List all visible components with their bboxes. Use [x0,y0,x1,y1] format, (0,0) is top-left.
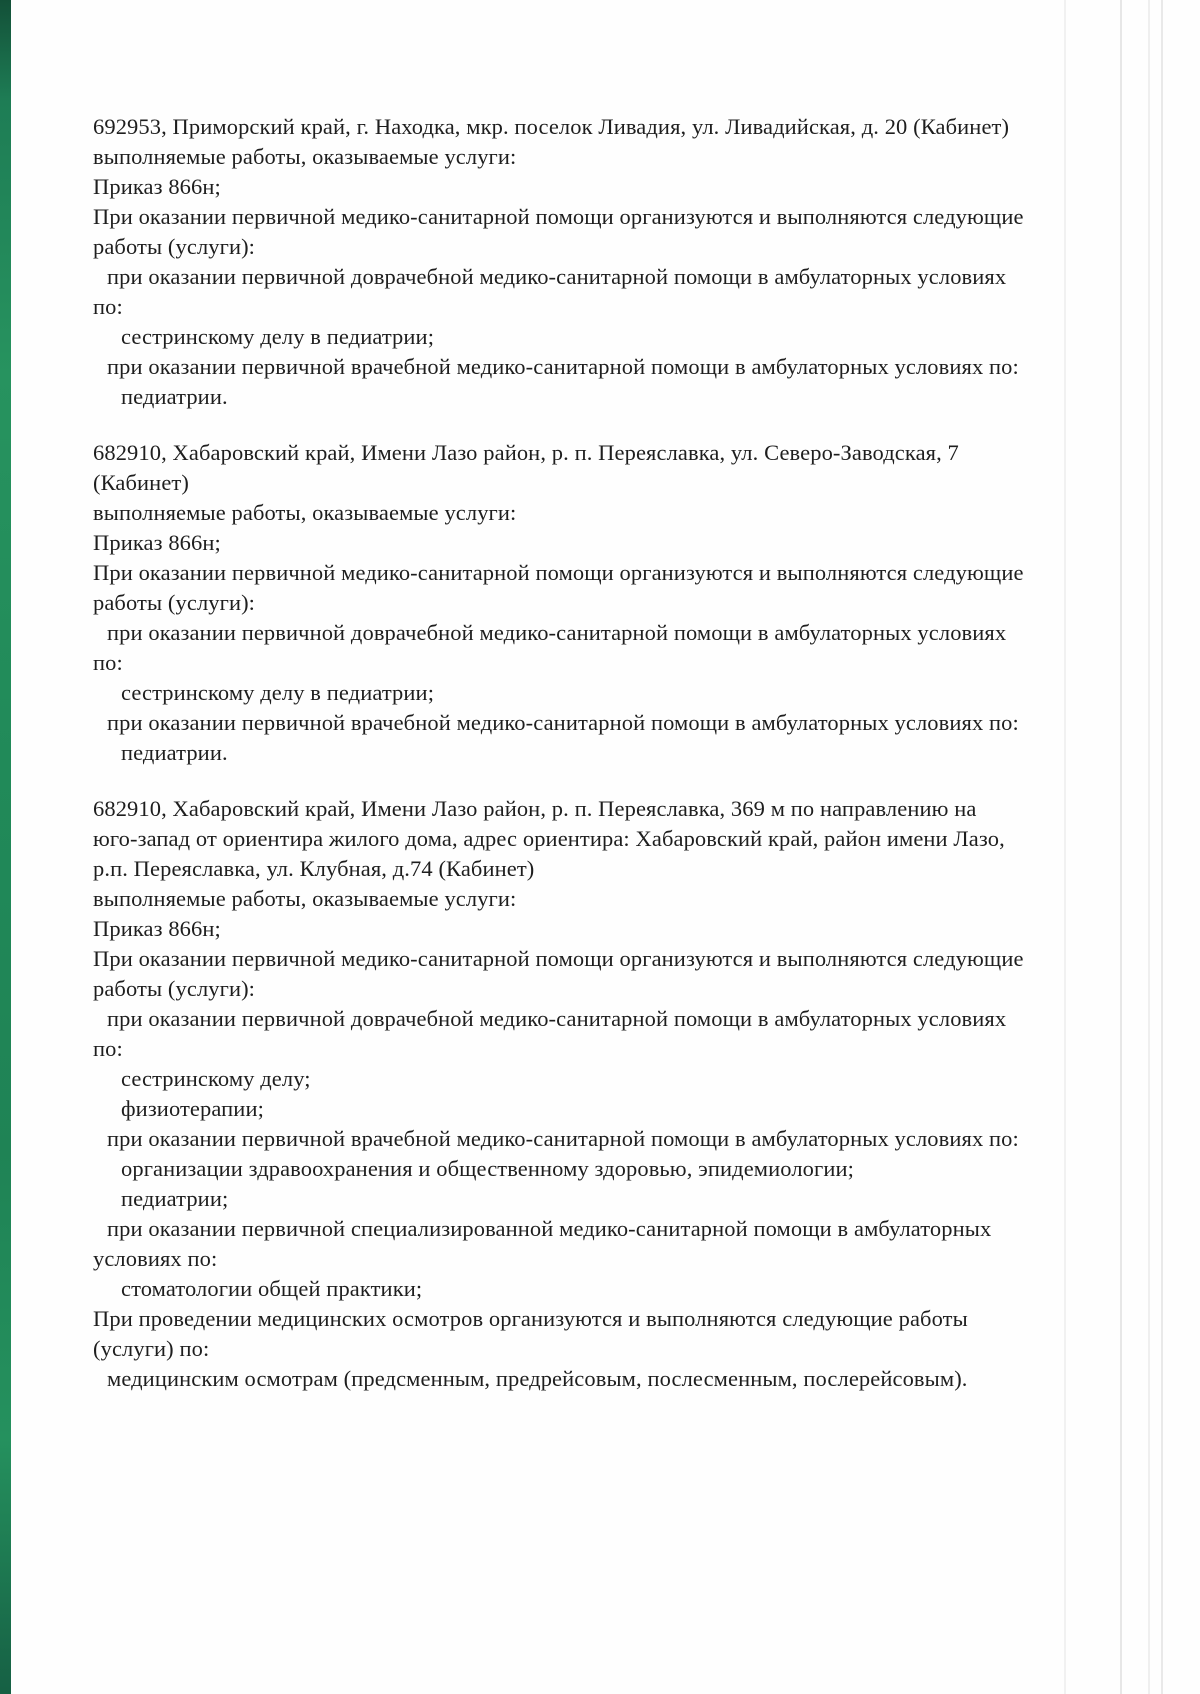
scan-artifact-line [1148,0,1150,1694]
text-line: работы (услуги): [93,590,256,615]
scan-artifact-line [1161,0,1163,1694]
text-line: медицинским осмотрам (предсменным, предрейсовым, послесменным, послерейсовым). [107,1366,968,1391]
text-line: (Кабинет) [93,470,189,495]
text-line: по: [93,294,123,319]
text-line: педиатрии. [121,384,228,409]
text-line: при оказании первичной специализированной медико-санитарной помощи в амбулаторных [107,1216,992,1241]
text-line: выполняемые работы, оказываемые услуги: [93,500,517,525]
address-block [93,438,1093,768]
text-line: выполняемые работы, оказываемые услуги: [93,144,517,169]
text-line: (услуги) по: [93,1336,210,1361]
text-line: педиатрии; [121,1186,229,1211]
text-line: При оказании первичной медико-санитарной помощи организуются и выполняются следующие [93,560,1024,585]
text-line: сестринскому делу; [121,1066,311,1091]
text-line: работы (услуги): [93,976,256,1001]
text-line: р.п. Переяславка, ул. Клубная, д.74 (Кабинет) [93,856,535,881]
text-line: организации здравоохранения и общественному здоровью, эпидемиологии; [121,1156,854,1181]
text-line: 682910, Хабаровский край, Имени Лазо район, р. п. Переяславка, ул. Северо-Заводская, 7 [93,440,959,465]
text-line: сестринскому делу в педиатрии; [121,680,435,705]
text-line: Приказ 866н; [93,174,221,199]
text-line: при оказании первичной доврачебной медико-санитарной помощи в амбулаторных условиях [107,264,1007,289]
text-line: при оказании первичной врачебной медико-санитарной помощи в амбулаторных условиях по: [107,710,1019,735]
text-line: 692953, Приморский край, г. Находка, мкр. поселок Ливадия, ул. Ливадийская, д. 20 (Кабинет) [93,114,1010,139]
text-line: юго-запад от ориентира жилого дома, адрес ориентира: Хабаровский край, район имени Лазо, [93,826,1005,851]
text-line: условиях по: [93,1246,218,1271]
text-line: при оказании первичной врачебной медико-санитарной помощи в амбулаторных условиях по: [107,354,1019,379]
text-line: Приказ 866н; [93,916,221,941]
text-line: по: [93,1036,123,1061]
address-block [93,794,1093,1394]
text-line: при оказании первичной доврачебной медико-санитарной помощи в амбулаторных условиях [107,620,1007,645]
text-line: выполняемые работы, оказываемые услуги: [93,886,517,911]
text-line: при оказании первичной доврачебной медико-санитарной помощи в амбулаторных условиях [107,1006,1007,1031]
text-line: сестринскому делу в педиатрии; [121,324,435,349]
text-line: физиотерапии; [121,1096,264,1121]
text-line: При оказании первичной медико-санитарной помощи организуются и выполняются следующие [93,204,1024,229]
text-line: при оказании первичной врачебной медико-санитарной помощи в амбулаторных условиях по: [107,1126,1019,1151]
text-line: При проведении медицинских осмотров организуются и выполняются следующие работы [93,1306,968,1331]
text-line: 682910, Хабаровский край, Имени Лазо район, р. п. Переяславка, 369 м по направлению на [93,796,977,821]
scan-artifact-line [1120,0,1122,1694]
text-line: При оказании первичной медико-санитарной помощи организуются и выполняются следующие [93,946,1024,971]
text-line: педиатрии. [121,740,228,765]
scanner-edge-strip [0,0,11,1694]
text-line: по: [93,650,123,675]
text-line: Приказ 866н; [93,530,221,555]
document-text [93,112,1093,1420]
address-block [93,112,1093,412]
text-line: работы (услуги): [93,234,256,259]
text-line: стоматологии общей практики; [121,1276,423,1301]
